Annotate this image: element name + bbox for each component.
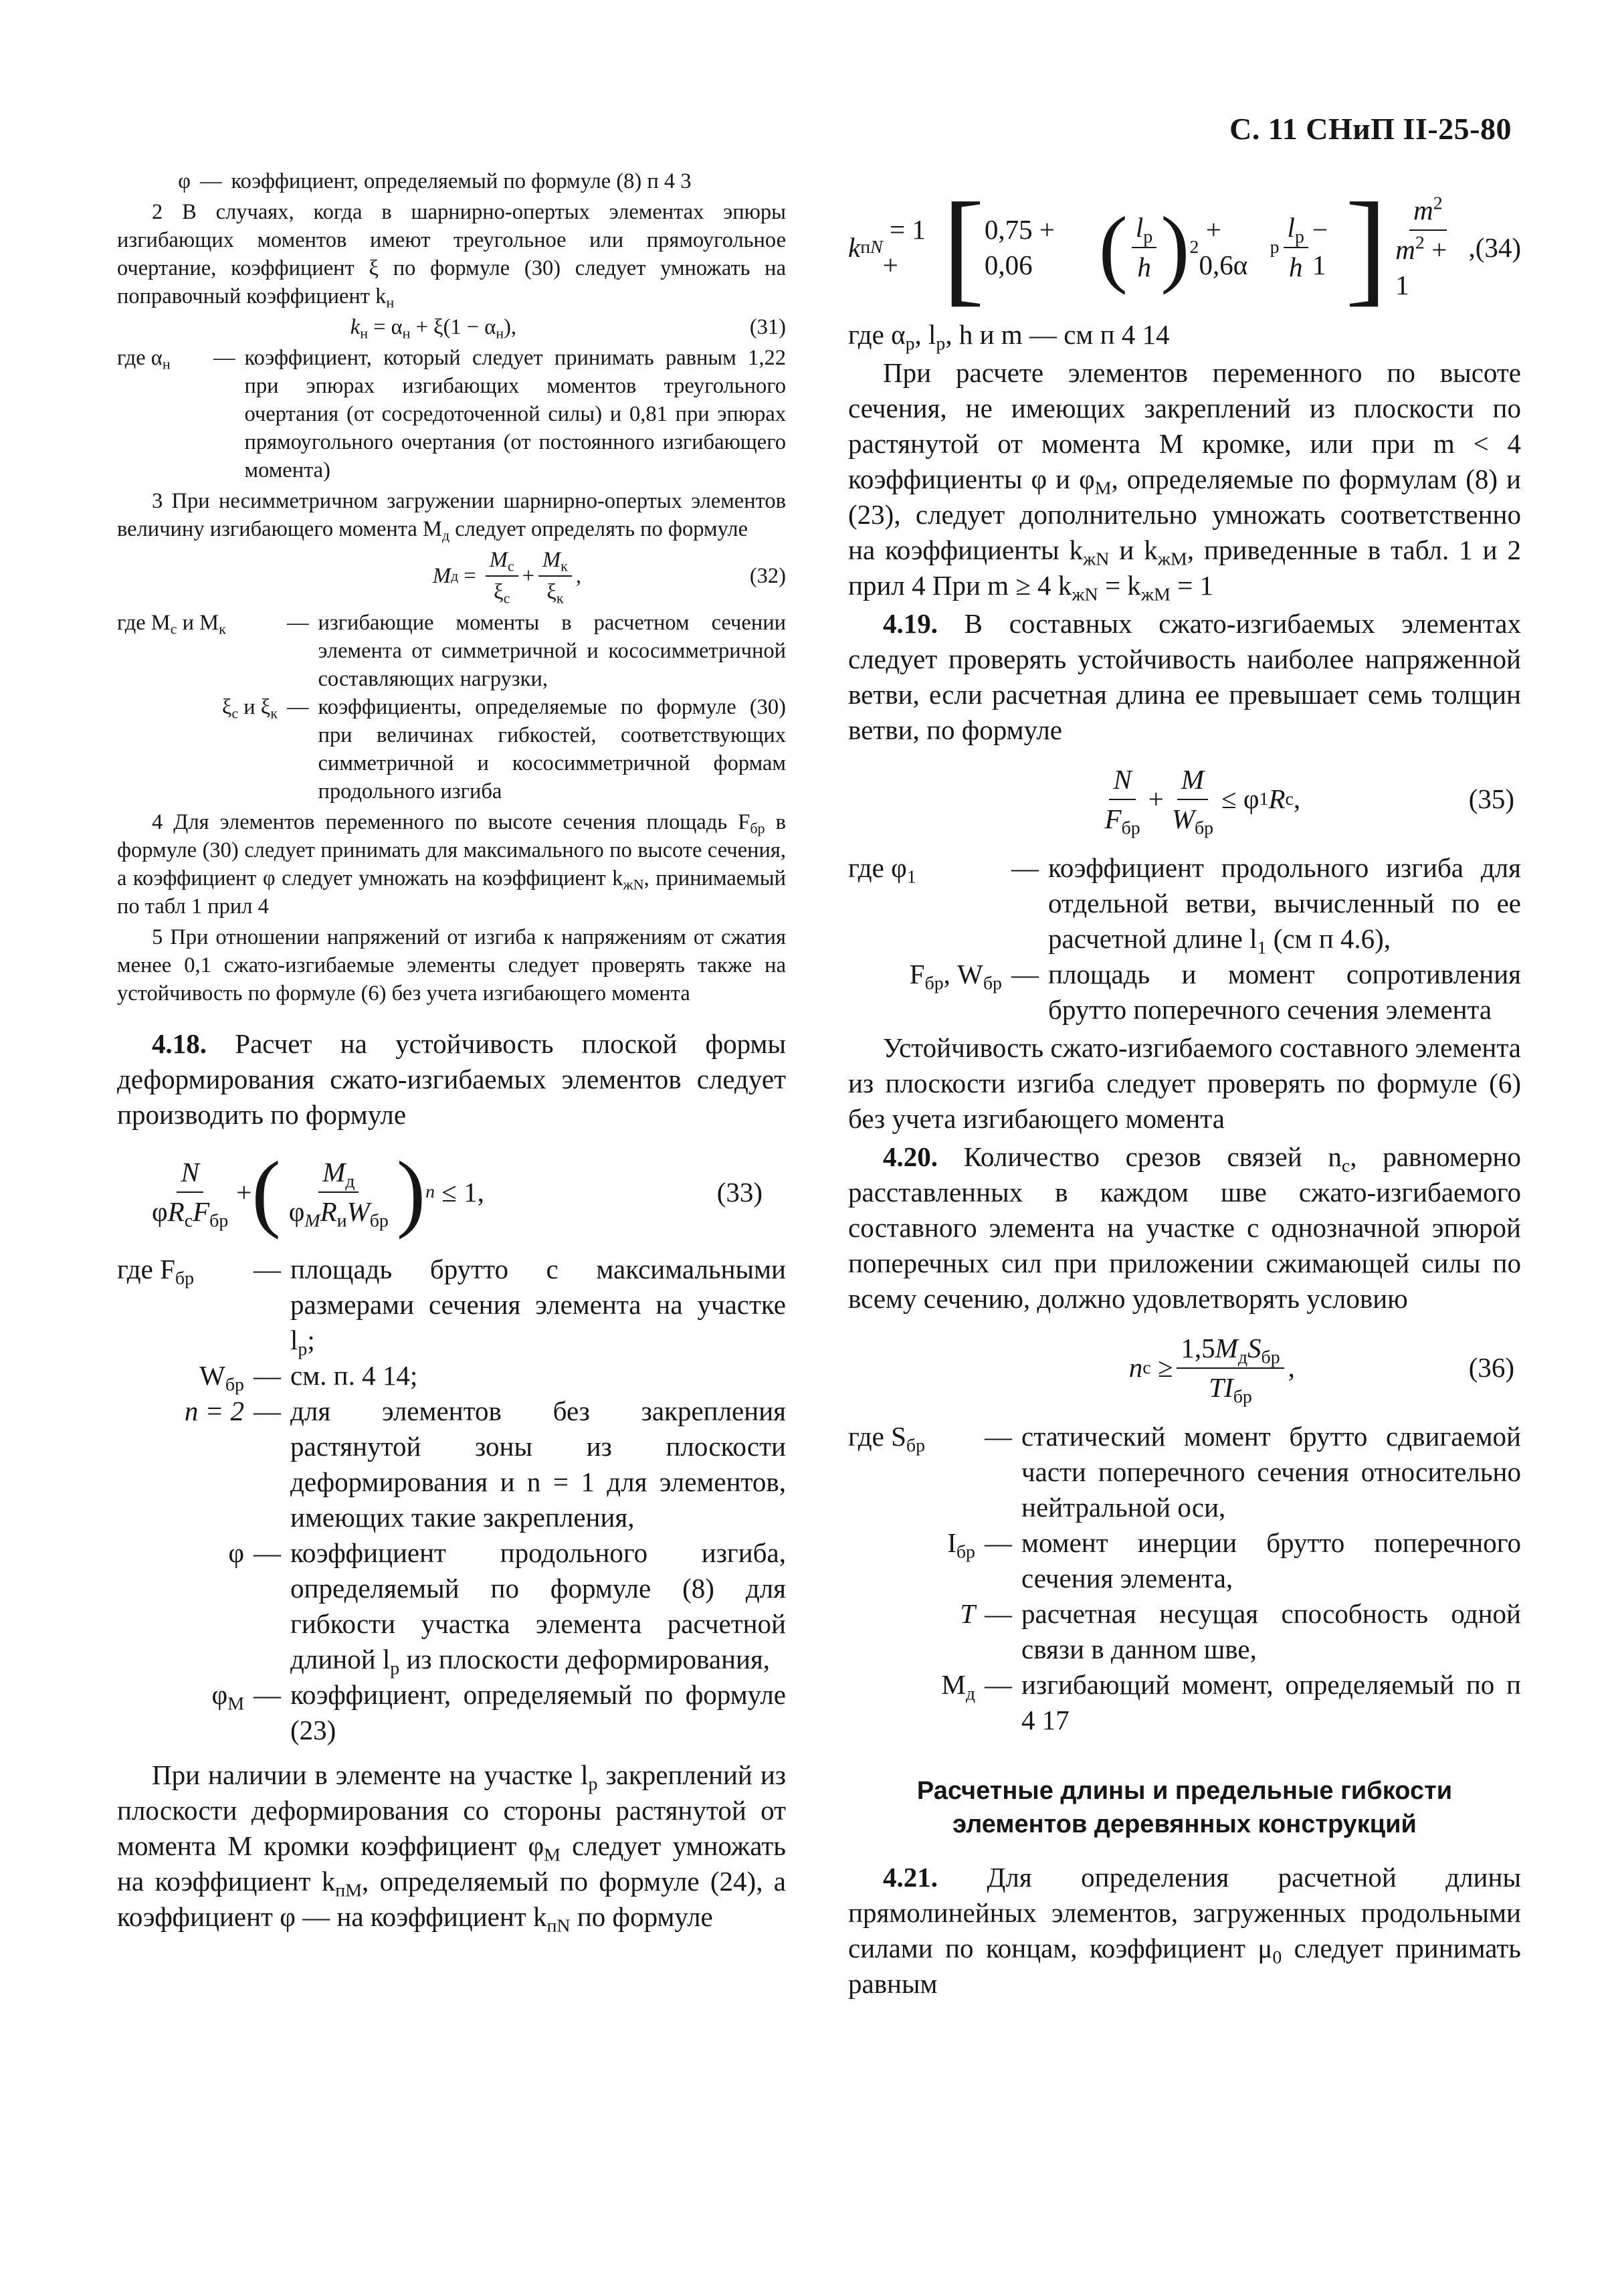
section-title-line-2: элементов деревянных конструкций — [952, 1810, 1417, 1838]
m-d-text: изгибающий момент, определяемый по п 4 17 — [1021, 1669, 1521, 1735]
definition-dash: — — [287, 611, 309, 635]
formula-35-expr: $\frac{N}{F_{бр}}$ + $\frac{M}{W_{бр}}$ ≤ φ 1 R с , — [848, 762, 1469, 837]
m-d-symbol: $М_д$ — [941, 1669, 975, 1705]
definition-dash: — — [254, 1360, 281, 1391]
f-br-text: площадь брутто с максимальными размерами сечения элемента на участке $l_р$; — [290, 1254, 786, 1360]
formula-33-number: (33) — [716, 1176, 763, 1208]
section-title — [848, 1774, 1521, 1841]
t-symbol: T — [960, 1598, 975, 1629]
definition-dash: — — [254, 1254, 281, 1284]
formula-34 — [848, 177, 1521, 318]
t-text: расчетная несущая способность одной связи в данном шве, — [1021, 1598, 1521, 1664]
formula-34-number: (34) — [1475, 231, 1521, 263]
right-column — [848, 177, 1522, 2002]
n-symbol: n = 2 — [184, 1396, 244, 1426]
paragraph-stability: Устойчивость сжато-изгибаемого составного элемента из плоскости изгиба следует проверять по формуле (6) без учета изгибающего момента — [848, 1032, 1521, 1134]
definition-dash: — — [254, 1537, 281, 1568]
w-br-text: см. п. 4 14; — [290, 1360, 418, 1391]
paragraph-4-20: 4.20. Количество срезов связей $n_с$, равномерно расставленных в каждом шве сжато-изгибаемого составного элемента на участке с однозначной эпюрой поперечных сил при приложении сжимающей силы по всему сечению, должно удовлетворять условию — [848, 1141, 1521, 1314]
paragraph-variable-section: При расчете элементов переменного по высоте сечения, не имеющих закреплений из плоскости по растянутой от момента М кромке, или при m < 4 коэффициенты φ и $\varphi_M$, определяемые по формулам (8) и (23), следует дополнительно умножать соответственно на коэффициенты $k_{жN}$ и $k_{жM}$, приведенные в табл. 1 и 2 прил 4 При m ≥ 4 $k_{жN} = k_{жM} = 1$ — [848, 357, 1522, 605]
page-header: С. 11 СНиП II-25-80 — [1229, 112, 1512, 146]
def-phi — [117, 1535, 786, 1677]
mc-symbol: где $М_с$ и $М_к$ — [117, 611, 226, 638]
def-phi-m — [117, 1677, 786, 1748]
note1-symbol: φ — [178, 169, 191, 193]
formula-32-number: (32) — [749, 564, 786, 588]
paragraph-4-19: 4.19. В составных сжато-изгибаемых элементах следует проверять устойчивость наиболее напряженной ветви, если расчетная длина ее превышает семь толщин ветви, по формуле — [848, 608, 1521, 745]
formula-33-expr: $\frac{N}{\varphi R_сF_{бр}}$ + ( $\frac{M_д}{\varphi_MR_иW_{бр}}$ ) n ≤ 1, — [152, 1144, 484, 1240]
left-column — [117, 167, 786, 1935]
note1-text: коэффициент, определяемый по формуле (8) п 4 3 — [231, 169, 692, 193]
formula-35 — [848, 757, 1521, 841]
alpha-definition — [117, 344, 786, 484]
definition-dash: — — [1011, 959, 1039, 989]
formula-31-expr: $k_н = \alpha_н + \xi(1 - \alpha_н)$, — [350, 315, 517, 342]
note1-definition — [117, 167, 786, 195]
def-phi1 — [848, 850, 1521, 957]
formula-31-number: (31) — [749, 315, 786, 339]
i-br-symbol: $I_{бр}$ — [947, 1527, 975, 1563]
f-w-br-symbol: $F_{бр}$, $W_{бр}$ — [909, 959, 1002, 994]
definition-dash: — — [985, 1421, 1012, 1452]
note5: 5 При отношении напряжений от изгиба к напряжениям от сжатия менее 0,1 сжато-изгибаемые элементы следует проверять также на устойчивость по формуле (6) без учета изгибающего момента — [117, 925, 786, 1006]
xi-definition — [117, 693, 786, 805]
phi1-text: коэффициент продольного изгиба для отдельной ветви, вычисленный по ее расчетной длине $l_1$ (см п 4.6), — [1048, 852, 1521, 959]
note4: 4 Для элементов переменного по высоте сечения площадь $F_{бр}$ в формуле (30) следует принимать для максимального по высоте сечения, а коэффициент φ следует умножать на коэффициент $k_{жN}$, принимаемый по табл 1 прил 4 — [117, 810, 787, 919]
phi-m-text: коэффициент, определяемый по формуле (23) — [290, 1679, 786, 1745]
formula-33 — [117, 1142, 786, 1242]
def-s-br — [848, 1419, 1521, 1525]
definition-dash: — — [254, 1396, 281, 1426]
xi-symbol: $\xi_с$ и $\xi_к$ — [221, 695, 278, 722]
definition-dash: — — [985, 1598, 1012, 1629]
alpha-text: коэффициент, который следует принимать равным 1,22 при эпюрах изгибающих моментов треугольного очертания (от сосредоточенной силы) и 0,81 при эпюрах прямоугольного очертания (от постоянного изгибающего момента) — [244, 346, 786, 482]
def-i-br — [848, 1525, 1521, 1596]
formula-32-expr: M д = $\frac{M_с}{\xi_с}$ + $\frac{M_к}{\xi_к}$ , — [117, 546, 750, 606]
phi-text: коэффициент продольного изгиба, определяемый по формуле (8) для гибкости участка элемента расчетной длиной $l_р$ из плоскости деформирования, — [290, 1537, 786, 1679]
formula-36-expr: n с ≥ $\frac{1,5M_дS_{бр}}{TI_{бр}}$ , — [848, 1331, 1469, 1406]
formula-34-expr: k пN = 1 + [ 0,75 + 0,06 ( $\frac{l_р}{h}$ ) 2 + 0,6α р $\frac{l_р}{h}$ − 1 ] $\frac{m^2}{m^2 + 1}$ , — [848, 177, 1476, 318]
phi1-symbol: где $\varphi_1$ — [848, 852, 916, 888]
s-br-symbol: где $S_{бр}$ — [848, 1421, 926, 1456]
f-br-symbol: где $F_{бр}$ — [117, 1254, 195, 1289]
definition-dash: — — [985, 1669, 1012, 1700]
formula-36-number: (36) — [1468, 1352, 1514, 1383]
paragraph-restraints: При наличии в элементе на участке $l_р$ закреплений из плоскости деформирования со стороны растянутой от момента М кромки коэффициент $\varphi_M$ следует умножать на коэффициент $k_{пM}$, определяемый по формуле (24), а коэффициент φ — на коэффициент $k_{пN}$ по формуле — [117, 1759, 786, 1937]
mc-text: изгибающие моменты в расчетном сечении элемента от симметричной и кососимметричной составляющих нагрузки, — [318, 611, 786, 691]
def-t — [848, 1596, 1521, 1667]
def-f-br — [117, 1252, 786, 1358]
f-w-br-text: площадь и момент сопротивления брутто поперечного сечения элемента — [1048, 959, 1521, 1025]
s-br-text: статический момент брутто сдвигаемой части поперечного сечения относительно нейтральной оси, — [1021, 1421, 1521, 1523]
formula-32 — [117, 546, 786, 606]
def-w-br — [117, 1358, 786, 1394]
definition-dash: — — [1011, 852, 1039, 883]
note2: 2 В случаях, когда в шарнирно-опертых элементах эпюры изгибающих моментов имеют треугольное или прямоугольное очертание, коэффициент ξ по формуле (30) следует умножать на поправочный коэффициент $k_н$ — [117, 200, 786, 311]
definition-dash: — — [985, 1527, 1012, 1558]
definition-dash: — — [213, 346, 235, 370]
xi-text: коэффициенты, определяемые по формуле (30) при величинах гибкостей, соответствующих симметричной и кососимметричной формам продольного изгиба — [318, 695, 786, 803]
formula-35-number: (35) — [1468, 783, 1514, 814]
formula-36 — [848, 1326, 1521, 1410]
definition-dash: — — [200, 169, 222, 193]
alpha-symbol: где $\alpha_н$ — [117, 346, 171, 373]
formula-31 — [117, 313, 786, 341]
phi-symbol: φ — [228, 1537, 244, 1568]
definition-dash: — — [287, 695, 309, 719]
mc-definition — [117, 609, 786, 693]
definition-dash: — — [254, 1679, 281, 1710]
note3: 3 При несимметричном загружении шарнирно-опертых элементов величину изгибающего момента $М_д$ следует определять по формуле — [117, 489, 786, 544]
paragraph-4-18: 4.18. Расчет на устойчивость плоской формы деформирования сжато-изгибаемых элементов следует производить по формуле — [117, 1028, 786, 1130]
w-br-symbol: $W_{бр}$ — [199, 1360, 244, 1396]
def-m-d — [848, 1667, 1521, 1738]
paragraph-4-21: 4.21. Для определения расчетной длины прямолинейных элементов, загруженных продольными силами по концам, коэффициент $\mu_0$ следует принимать равным — [848, 1862, 1521, 1999]
phi-m-symbol: $\varphi_M$ — [211, 1679, 244, 1715]
def-f-w-br — [848, 957, 1521, 1028]
i-br-text: момент инерции брутто поперечного сечения элемента, — [1021, 1527, 1521, 1594]
n-text: для элементов без закрепления растянутой зоны из плоскости деформирования и n = 1 для элементов, имеющих такие закрепления, — [290, 1396, 786, 1533]
where-34: где $\alpha_р$, $l_р$, h и m — см п 4 14 — [848, 319, 1170, 355]
def-n — [117, 1394, 786, 1535]
section-title-line-1: Расчетные длины и предельные гибкости — [916, 1777, 1453, 1805]
